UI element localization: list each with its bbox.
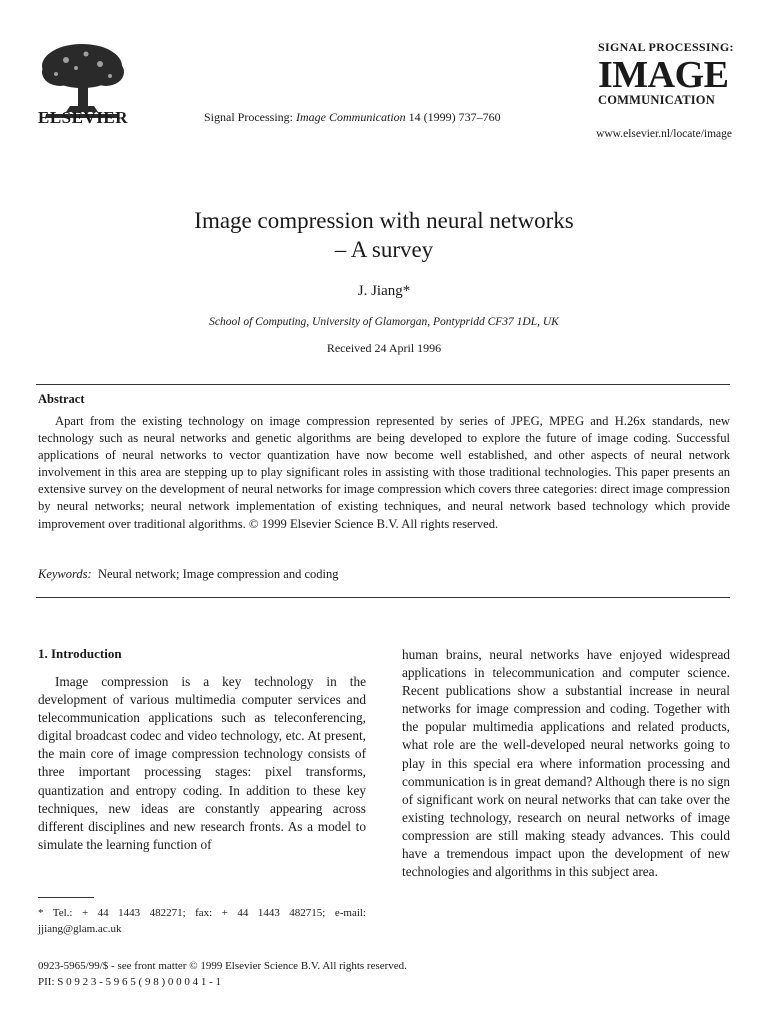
keywords-label: Keywords:	[38, 567, 92, 581]
intro-paragraph-left: Image compression is a key technology in the development of various multimedia computer services and telecommunication applications such as teleconferencing, digital broadcast codec and video technology, etc. At present, the main core of image compression technology consists of three important processing stages: pixel transforms, quantization and entropy coding. In addition to these key techniques, new ideas are constantly appearing across different disciplines and new research fronts. As a model to simulate the learning function of	[38, 674, 366, 852]
journal-citation	[204, 110, 501, 125]
title-line-2: – A survey	[334, 237, 434, 262]
keywords-line	[38, 567, 339, 582]
journal-logo-line2: IMAGE	[598, 54, 729, 96]
footer-pii: PII: S 0 9 2 3 - 5 9 6 5 ( 9 8 ) 0 0 0 4 1 - 1	[38, 976, 222, 988]
article-title	[0, 206, 768, 264]
citation-journal: Image Communication	[296, 110, 406, 124]
footer-copyright: 0923-5965/99/$ - see front matter © 1999 Elsevier Science B.V. All rights reserved.	[38, 960, 407, 972]
received-date: Received 24 April 1996	[326, 341, 442, 355]
divider-bottom	[36, 597, 730, 598]
publisher-wordmark: ELSEVIER	[38, 108, 128, 127]
page-footer	[38, 958, 407, 990]
journal-logo-line1: SIGNAL PROCESSING:	[598, 40, 734, 54]
section-heading: 1. Introduction	[38, 646, 122, 661]
journal-logo	[598, 40, 738, 108]
abstract-heading: Abstract	[38, 392, 85, 406]
citation-suffix: 14 (1999) 737–760	[405, 110, 501, 124]
journal-url-link[interactable]: www.elsevier.nl/locate/image	[596, 128, 732, 140]
intro-paragraph-right: human brains, neural networks have enjoyed widespread applications in telecommunication and computer science. Recent publications show a substantial increase in neural networks for image compression and coding. Together with the popular multimedia applications and related products, what role are the well-developed neural networks going to play in this special era where information processing and communication is in great demand? Although there is no sign of significant work on neural networks that can take over the existing technology, research on neural networks of image compression are still making steady advances. This could have a tremendous impact upon the development of new technologies and algorithms in this subject area.	[402, 647, 730, 880]
author-affiliation: School of Computing, University of Glamorgan, Pontypridd CF37 1DL, UK	[209, 316, 559, 328]
left-column	[38, 646, 366, 854]
footnote-divider	[38, 897, 94, 898]
divider-top	[36, 384, 730, 385]
title-line-1: Image compression with neural networks	[194, 208, 574, 233]
right-column	[402, 646, 730, 881]
author-name: J. Jiang*	[357, 283, 411, 299]
keywords-list: Neural network; Image compression and coding	[97, 567, 339, 581]
abstract-text: Apart from the existing technology on image compression represented by series of JPEG, MPEG and H.26x standards, new technology such as neural networks and genetic algorithms are being developed to explore the future of image coding. Successful applications of neural networks to vector quantization have now become well established, and other aspects of neural network involvement in this area are stepping up to play significant roles in assisting with those traditional technologies. This paper presents an extensive survey on the development of neural networks for image compression which covers three categories: direct image compression by neural networks; neural network implementation of existing techniques, and neural network based technology which provide improvement over traditional algorithms. © 1999 Elsevier Science B.V. All rights reserved.	[38, 414, 730, 531]
author-footnote: * Tel.: + 44 1443 482271; fax: + 44 1443 482715; e-mail: jjiang@glam.ac.uk	[38, 907, 366, 935]
citation-prefix: Signal Processing:	[204, 110, 296, 124]
journal-logo-line3: COMMUNICATION	[598, 93, 715, 107]
